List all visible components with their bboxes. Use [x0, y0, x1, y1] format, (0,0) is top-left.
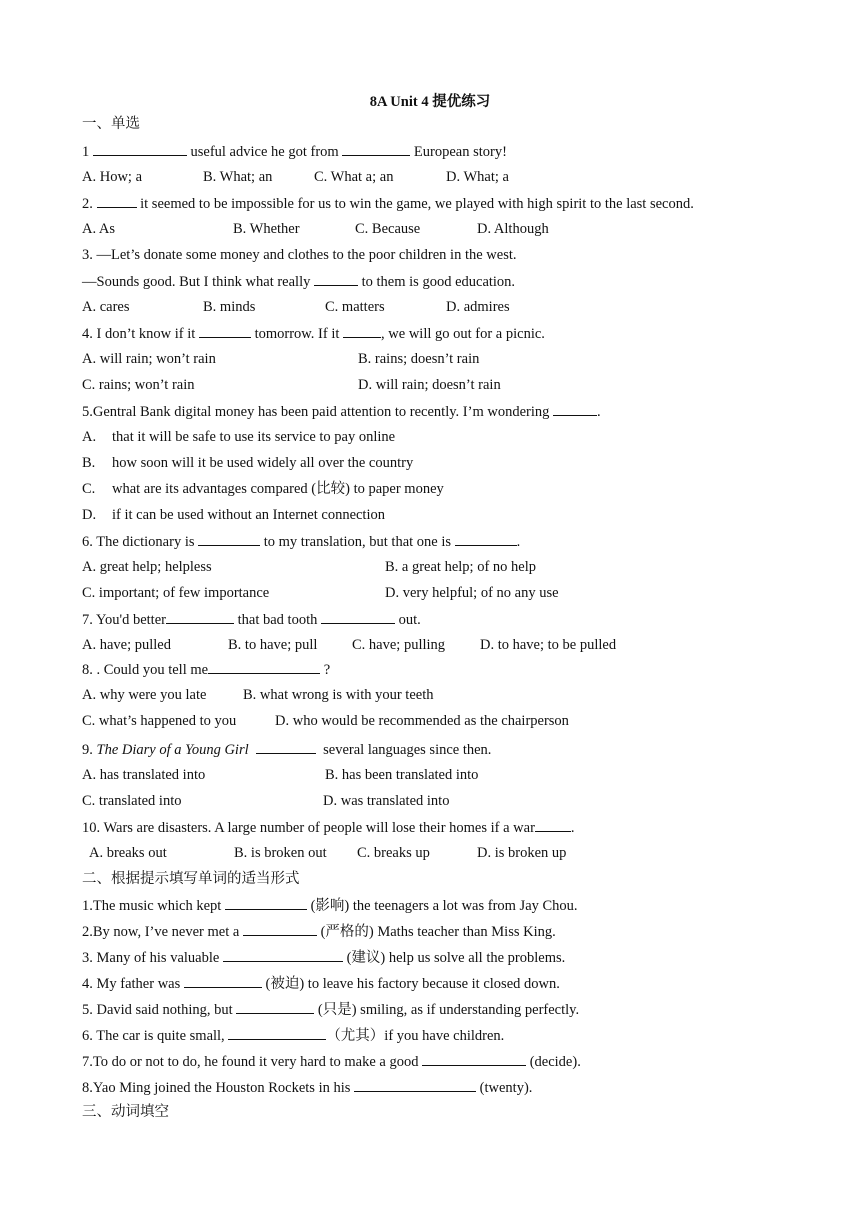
q6-option-d[interactable]: D. very helpful; of no any use — [385, 585, 559, 601]
q8-option-a[interactable]: A. why were you late — [82, 687, 207, 703]
q10-option-c[interactable]: C. breaks up — [357, 845, 430, 861]
question-3-line-2: —Sounds good. But I think what really to them is good education. — [82, 274, 516, 290]
q2-option-b[interactable]: B. Whether — [233, 221, 300, 237]
page-title: 8A Unit 4 提优练习 — [369, 94, 491, 110]
q5-option-d[interactable]: D. if it can be used without an Internet connection — [82, 507, 385, 523]
q3-option-c[interactable]: C. matters — [325, 299, 385, 315]
q9-option-c[interactable]: C. translated into — [82, 793, 182, 809]
question-9: 9. The Diary of a Young Girl several languages since then. — [82, 742, 492, 758]
q3-option-d[interactable]: D. admires — [446, 299, 510, 315]
q5-option-b[interactable]: B. how soon will it be used widely all over the country — [82, 455, 414, 471]
q9-option-b[interactable]: B. has been translated into — [325, 767, 479, 783]
question-7: 7. You'd better that bad tooth out. — [82, 612, 421, 628]
fill-item-2: 2.By now, I’ve never met a (严格的) Maths teacher than Miss King. — [82, 924, 556, 940]
q2-option-d[interactable]: D. Although — [477, 221, 549, 237]
q9-option-a[interactable]: A. has translated into — [82, 767, 206, 783]
fill-blank[interactable] — [225, 896, 307, 910]
question-4: 4. I don’t know if it tomorrow. If it , we will go out for a picnic. — [82, 326, 545, 342]
section-heading-1: 一、单选 — [82, 116, 140, 132]
fill-blank[interactable] — [243, 922, 317, 936]
question-6: 6. The dictionary is to my translation, but that one is . — [82, 534, 521, 550]
q7-option-a[interactable]: A. have; pulled — [82, 637, 171, 653]
fill-blank[interactable] — [236, 1000, 314, 1014]
q8-option-b[interactable]: B. what wrong is with your teeth — [243, 687, 434, 703]
q1-option-c[interactable]: C. What a; an — [314, 169, 394, 185]
q7-option-b[interactable]: B. to have; pull — [228, 637, 318, 653]
q7-option-c[interactable]: C. have; pulling — [352, 637, 446, 653]
q6-option-b[interactable]: B. a great help; of no help — [385, 559, 536, 575]
question-2: 2. it seemed to be impossible for us to win the game, we played with high spirit to the last second. — [82, 196, 694, 212]
book-title: The Diary of a Young Girl — [96, 742, 249, 758]
q4-option-d[interactable]: D. will rain; doesn’t rain — [358, 377, 501, 393]
q10-option-b[interactable]: B. is broken out — [234, 845, 327, 861]
q6-option-a[interactable]: A. great help; helpless — [82, 559, 212, 575]
section-heading-2: 二、根据提示填写单词的适当形式 — [82, 871, 300, 887]
fill-blank[interactable] — [422, 1052, 526, 1066]
fill-blank[interactable] — [184, 974, 262, 988]
q10-option-a[interactable]: A. breaks out — [89, 845, 167, 861]
q2-option-c[interactable]: C. Because — [355, 221, 421, 237]
fill-item-6: 6. The car is quite small, （尤其）if you have children. — [82, 1028, 505, 1044]
q9-option-d[interactable]: D. was translated into — [323, 793, 450, 809]
q1-option-d[interactable]: D. What; a — [446, 169, 509, 185]
fill-item-5: 5. David said nothing, but (只是) smiling, as if understanding perfectly. — [82, 1002, 580, 1018]
question-3-line-1: 3. —Let’s donate some money and clothes to the poor children in the west. — [82, 247, 517, 263]
fill-blank[interactable] — [228, 1026, 326, 1040]
fill-item-7: 7.To do or not to do, he found it very hard to make a good (decide). — [82, 1054, 581, 1070]
q1-option-b[interactable]: B. What; an — [203, 169, 273, 185]
q5-option-a[interactable]: A. that it will be safe to use its service to pay online — [82, 429, 396, 445]
fill-item-1: 1.The music which kept (影响) the teenagers a lot was from Jay Chou. — [82, 898, 578, 914]
question-10: 10. Wars are disasters. A large number of people will lose their homes if a war . — [82, 820, 575, 836]
q3-option-a[interactable]: A. cares — [82, 299, 130, 315]
q1-option-a[interactable]: A. How; a — [82, 169, 143, 185]
q4-option-a[interactable]: A. will rain; won’t rain — [82, 351, 216, 367]
fill-item-8: 8.Yao Ming joined the Houston Rockets in his (twenty). — [82, 1080, 533, 1096]
q7-option-d[interactable]: D. to have; to be pulled — [480, 637, 617, 653]
section-heading-3: 三、动词填空 — [82, 1104, 169, 1120]
q2-option-a[interactable]: A. As — [82, 221, 116, 237]
question-8: 8. . Could you tell me ? — [82, 662, 331, 678]
q3-option-b[interactable]: B. minds — [203, 299, 256, 315]
question-1: 1 useful advice he got from European story! — [82, 144, 507, 160]
q4-option-b[interactable]: B. rains; doesn’t rain — [358, 351, 480, 367]
q4-option-c[interactable]: C. rains; won’t rain — [82, 377, 195, 393]
fill-blank[interactable] — [223, 948, 343, 962]
fill-item-3: 3. Many of his valuable (建议) help us solve all the problems. — [82, 950, 566, 966]
q6-option-c[interactable]: C. important; of few importance — [82, 585, 270, 601]
fill-item-4: 4. My father was (被迫) to leave his factory because it closed down. — [82, 976, 560, 992]
fill-blank[interactable] — [354, 1078, 476, 1092]
q8-option-c[interactable]: C. what’s happened to you — [82, 713, 237, 729]
question-5: 5.Gentral Bank digital money has been paid attention to recently. I’m wondering . — [82, 404, 601, 420]
q8-option-d[interactable]: D. who would be recommended as the chairperson — [275, 713, 569, 729]
q10-option-d[interactable]: D. is broken up — [477, 845, 567, 861]
q5-option-c[interactable]: C. what are its advantages compared (比较) to paper money — [82, 481, 444, 497]
